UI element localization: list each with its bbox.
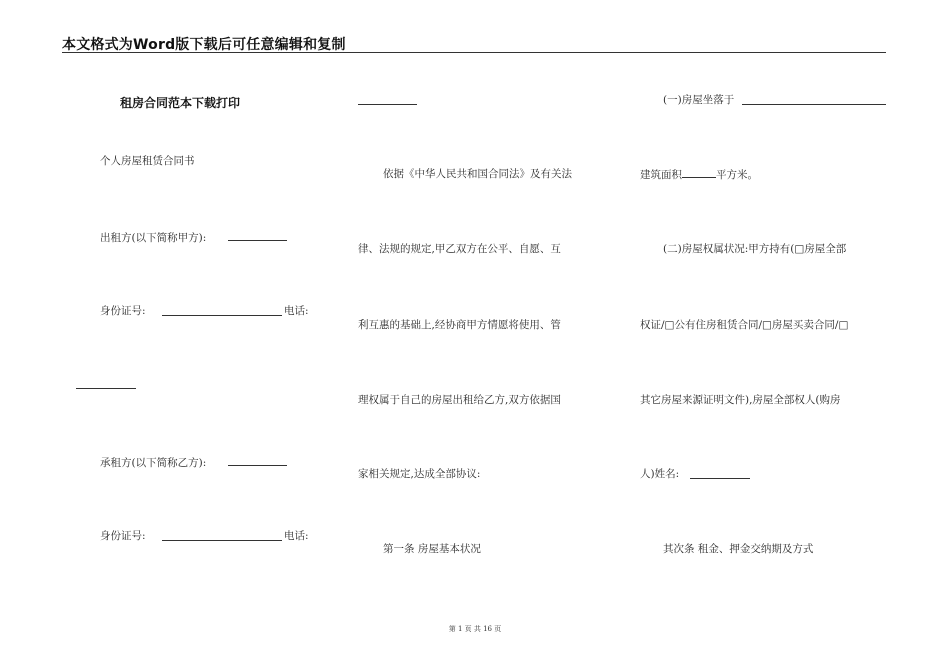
lessor-phone-label: 电话: — [284, 305, 309, 317]
ownership-line-3: 其它房屋来源证明文件),房屋全部权人(购房 — [640, 394, 841, 406]
lessor-phone-blank — [76, 388, 136, 389]
area-unit: 平方米。 — [716, 169, 758, 181]
lessee-blank — [228, 465, 287, 466]
document-title: 租房合同范本下载打印 — [120, 96, 241, 110]
area-label: 建筑面积 — [640, 169, 682, 181]
preamble-line-3: 利互惠的基础上,经协商甲方情愿将使用、管 — [358, 319, 561, 331]
owner-name-label: 人)姓名: — [640, 468, 680, 480]
lessee-id-blank — [162, 540, 282, 541]
lessor-blank — [228, 240, 287, 241]
contract-heading: 个人房屋租赁合同书 — [100, 155, 195, 167]
owner-name-blank — [690, 478, 750, 479]
header-divider — [62, 52, 886, 53]
lessee-id-label: 身份证号: — [100, 530, 146, 542]
lessee-phone-label: 电话: — [284, 530, 309, 542]
lessee-label: 承租方(以下简称乙方): — [100, 457, 207, 469]
top-blank-line — [358, 104, 417, 105]
lessor-id-blank — [162, 315, 282, 316]
area-blank — [682, 167, 716, 178]
area-line — [640, 167, 758, 182]
ownership-line-2: 权证/□公有住房租赁合同/□房屋买卖合同/□ — [640, 319, 849, 331]
article-2-heading: 其次条 租金、押金交纳期及方式 — [663, 543, 814, 555]
page-number: 第 1 页 共 16 页 — [448, 625, 502, 633]
lessor-id-label: 身份证号: — [100, 305, 146, 317]
preamble-line-5: 家相关规定,达成全部协议: — [358, 468, 481, 480]
preamble-line-1: 依据《中华人民共和国合同法》及有关法 — [383, 168, 572, 180]
document-header-title: 本文格式为Word版下载后可任意编辑和复制 — [62, 37, 346, 53]
preamble-line-4: 理权属于自己的房屋出租给乙方,双方依据国 — [358, 394, 561, 406]
article-1-heading: 第一条 房屋基本状况 — [383, 543, 481, 555]
ownership-line-1: (二)房屋权属状况:甲方持有(□房屋全部 — [663, 243, 847, 255]
location-blank — [742, 104, 886, 105]
lessor-label: 出租方(以下简称甲方): — [100, 232, 207, 244]
preamble-line-2: 律、法规的规定,甲乙双方在公平、自愿、互 — [358, 243, 561, 255]
location-label: (一)房屋坐落于 — [663, 94, 735, 106]
